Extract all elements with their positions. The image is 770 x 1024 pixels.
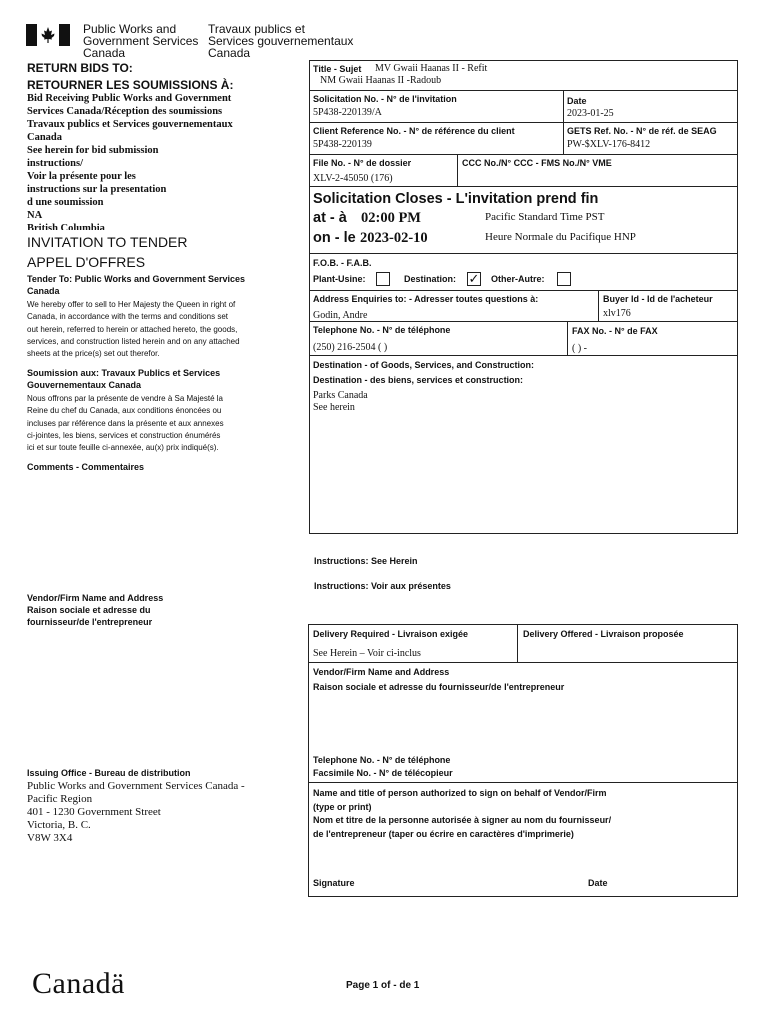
- other-checkbox[interactable]: [557, 272, 571, 286]
- closing-time-label: at - à: [313, 210, 347, 226]
- fax-value: ( ) -: [572, 343, 587, 354]
- issuing-office-address: Public Works and Government Services Canada - Pacific Region 401 - 1230 Government Street Victoria, B. C. V8W 3X4: [27, 780, 245, 844]
- department-name-fr: Travaux publics et Services gouvernementaux Canada: [208, 22, 354, 60]
- page-number: Page 1 of - de 1: [346, 980, 420, 991]
- issuing-office-label: Issuing Office - Bureau de distribution: [27, 768, 191, 778]
- instructions-en: Instructions: See Herein: [314, 556, 418, 566]
- buyer-id-value: xlv176: [603, 308, 631, 319]
- delivery-required-label: Delivery Required - Livraison exigée: [313, 629, 469, 639]
- solicitation-no-value: 5P438-220139/A: [313, 107, 382, 118]
- solicitation-no-label: Solicitation No. - N° de l'invitation: [313, 94, 457, 104]
- return-bids-heading: RETURN BIDS TO: RETOURNER LES SOUMISSIONS À:: [27, 61, 234, 92]
- return-bids-address: Bid Receiving Public Works and Government Services Canada/Réception des soumissions Travaux publics et Services gouvernementaux Canada See herein for bid submission instructions/ Voir la présente pour les instructions sur la presentation d une soumission NA British Columbia: [27, 93, 233, 230]
- timezone-en: Pacific Standard Time PST: [485, 211, 605, 223]
- file-no-value: XLV-2-45050 (176): [313, 173, 393, 184]
- file-no-label: File No. - N° de dossier: [313, 158, 412, 168]
- date-value: 2023-01-25: [567, 108, 614, 119]
- client-ref-label: Client Reference No. - N° de référence du client: [313, 126, 515, 136]
- closing-date-value: 2023-02-10: [360, 230, 428, 246]
- vendor-telephone-label: Telephone No. - N° de téléphone: [313, 755, 451, 765]
- canada-flag-icon: [26, 24, 70, 46]
- soumission-aux: Soumission aux: Travaux Publics et Services Gouvernementaux Canada: [27, 368, 221, 390]
- offer-text-fr: Nous offrons par la présente de vendre à Sa Majesté la Reine du chef du Canada, aux conditions énoncées ou incluses par référence dans la présente et aux annexes ci-jointes, les biens, services et construction énumérés ici et sur toute feuille ci-annexée, au(x) prix indiqué(s).: [27, 394, 224, 453]
- other-label: Other-Autre:: [491, 274, 545, 284]
- title-value-fr: NM Gwaii Haanas II -Radoub: [320, 75, 442, 86]
- telephone-value: (250) 216-2504 ( ): [313, 342, 388, 353]
- gets-ref-value: PW-$XLV-176-8412: [567, 139, 651, 150]
- canada-wordmark: Canadä: [32, 967, 125, 1000]
- address-enquiries-value: Godin, Andre: [313, 310, 368, 321]
- gets-ref-label: GETS Ref. No. - N° de réf. de SEAG: [567, 126, 717, 136]
- department-name-en: Public Works and Government Services Canada: [83, 22, 199, 60]
- destination-goods-en: Destination - of Goods, Services, and Construction:: [313, 360, 535, 370]
- fob-label: F.O.B. - F.A.B.: [313, 258, 372, 268]
- client-ref-value: 5P438-220139: [313, 139, 372, 150]
- tender-to: Tender To: Public Works and Government Services Canada: [27, 274, 246, 296]
- vendor-firm-block: Vendor/Firm Name and Address Raison sociale et adresse du fournisseur/de l'entrepreneur: [27, 593, 164, 627]
- delivery-offered-label: Delivery Offered - Livraison proposée: [523, 629, 684, 639]
- title-label: Title - Sujet: [313, 64, 362, 74]
- signature-label: Signature: [313, 878, 355, 888]
- destination-checkbox[interactable]: ✓: [468, 271, 480, 286]
- plant-checkbox[interactable]: [376, 272, 390, 286]
- plant-label: Plant-Usine:: [313, 274, 366, 284]
- comments-label: Comments - Commentaires: [27, 462, 145, 472]
- delivery-required-value: See Herein – Voir ci-inclus: [313, 648, 421, 659]
- offer-text-en: We hereby offer to sell to Her Majesty the Queen in right of Canada, in accordance with the terms and conditions set out herein, referred to herein or attached hereto, the goods, services, and construction listed herein and on any attached sheets at the price(s) set out therefor.: [27, 300, 240, 359]
- vendor-fax-label: Facsimile No. - N° de télécopieur: [313, 768, 453, 778]
- authorized-person-field[interactable]: [310, 845, 736, 873]
- timezone-fr: Heure Normale du Pacifique HNP: [485, 231, 636, 243]
- delivery-offered-field[interactable]: [519, 642, 736, 660]
- fax-label: FAX No. - N° de FAX: [572, 326, 658, 336]
- destination-label: Destination:: [404, 274, 457, 284]
- ccc-no-label: CCC No./N° CCC - FMS No./N° VME: [462, 158, 612, 168]
- closing-date-label: on - le: [313, 230, 356, 246]
- vendor-name-label: Vendor/Firm Name and Address: [313, 667, 450, 677]
- authorized-person-label: Name and title of person authorized to sign on behalf of Vendor/Firm (type or print) Nom et titre de la personne autorisée à signer au nom du fournisseur/ de l'entrepreneur (taper ou écrire en caractères d'imprimerie): [313, 788, 612, 839]
- title-value: MV Gwaii Haanas II - Refit: [375, 63, 488, 74]
- vendor-name-field[interactable]: [310, 696, 736, 750]
- instructions-fr: Instructions: Voir aux présentes: [314, 581, 451, 591]
- buyer-id-label: Buyer Id - Id de l'acheteur: [603, 294, 713, 304]
- vendor-name-label-fr: Raison sociale et adresse du fournisseur/de l'entrepreneur: [313, 682, 565, 692]
- destination-goods-value: Parks Canada See herein: [313, 390, 368, 413]
- address-enquiries-label: Address Enquiries to: - Adresser toutes questions à:: [313, 294, 539, 304]
- signature-date-label: Date: [588, 878, 608, 888]
- solicitation-closes-label: Solicitation Closes - L'invitation prend fin: [313, 191, 599, 207]
- date-label: Date: [567, 96, 587, 106]
- invitation-title: INVITATION TO TENDER APPEL D'OFFRES: [27, 234, 188, 270]
- destination-goods-fr: Destination - des biens, services et construction:: [313, 375, 524, 385]
- closing-time-value: 02:00 PM: [361, 210, 421, 226]
- telephone-label: Telephone No. - N° de téléphone: [313, 325, 451, 335]
